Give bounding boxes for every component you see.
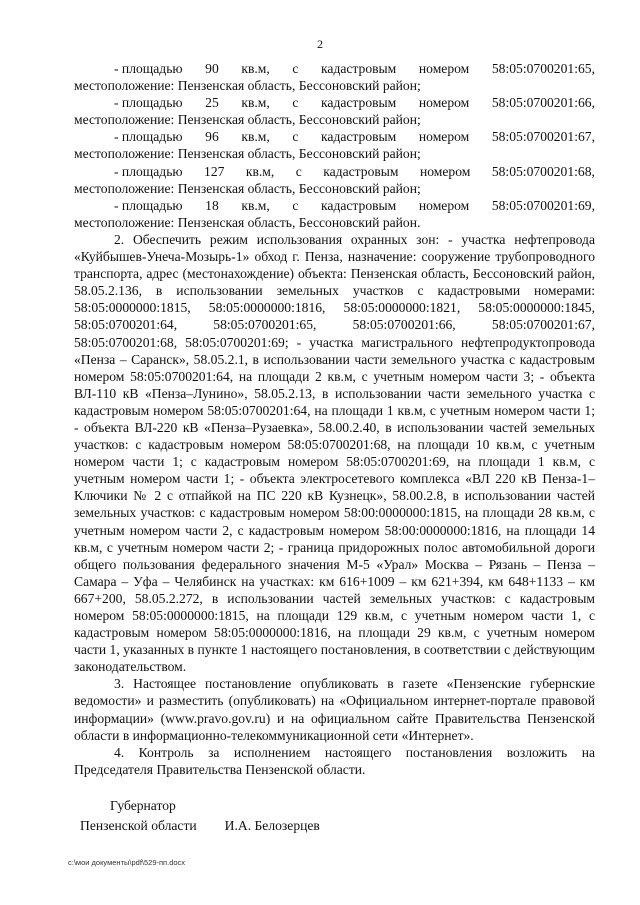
plot-area: 96 bbox=[205, 129, 219, 145]
plot-unit: кв.м, bbox=[241, 197, 270, 213]
plot-word: кадастровым bbox=[321, 129, 397, 145]
plot-location: местоположение: Пензенская область, Бессоновский район; bbox=[74, 146, 421, 162]
plot-area: 18 bbox=[205, 197, 219, 213]
plot-item bbox=[74, 94, 595, 128]
plot-word: номером bbox=[418, 197, 470, 213]
plot-line bbox=[74, 163, 595, 180]
plot-prefix: - площадью bbox=[114, 61, 183, 76]
plot-location: местоположение: Пензенская область, Бессоновский район. bbox=[74, 214, 421, 230]
plot-unit: кв.м, bbox=[245, 163, 275, 179]
plot-prefix: - площадью bbox=[114, 163, 183, 179]
plot-item bbox=[74, 60, 595, 94]
plot-area: 25 bbox=[205, 95, 219, 111]
plot-cadastral-number: 58:05:0700201:68, bbox=[491, 163, 595, 179]
plot-prefix: - площадью bbox=[114, 95, 183, 111]
plot-prefix: - площадью bbox=[114, 197, 183, 213]
signatory-title: Губернатор bbox=[110, 798, 176, 813]
plot-unit: кв.м, bbox=[241, 129, 270, 145]
plot-word: номером bbox=[418, 95, 470, 111]
plot-cadastral-number: 58:05:0700201:69, bbox=[491, 197, 595, 213]
plot-cadastral-number: 58:05:0700201:67, bbox=[491, 129, 595, 145]
paragraph-2-protected-zones: 2. Обеспечить режим использования охранных зон: - участка нефтепровода «Куйбышев-Унеча-Мозырь-1» обход г. Пенза, назначение: сооружение трубопроводного транспорта, адрес (местонахождение) объекта: Пензенская область, Бессоновский район, 58.05.2.136, в использовании земельных участков с кадастровыми номерами: 58:05:0000000:1815, 58:05:0000000:1816, 58:05:0000000:1821, 58:05:0000000:1845, 58:05:0700201:64, 58:05:0700201:65, 58:05:0700201:66, 58:05:0700201:67, 58:05:0700201:68, 58:05:0700201:69; - участка магистрального нефтепродуктопровода «Пенза – Саранск», 58.05.2.1, в использовании части земельного участка с кадастровым номером 58:05:0700201:64, на площади 2 кв.м, с учетным номером части 3; - объекта ВЛ-110 кВ «Пенза–Лунино», 58.05.2.13, в использовании части земельного участка с кадастровым номером 58:05:0700201:64, на площади 1 кв.м, с учетным номером части 1; - объекта ВЛ-220 кВ «Пенза–Рузаевка», 58.00.2.40, в использовании частей земельных участков: с кадастровым номером 58:05:0700201:68, на площади 10 кв.м, с учетным номером части 1; с кадастровым номером 58:05:0700201:69, на площади 1 кв.м, с учетным номером части 1; - объекта электросетевого комплекса «ВЛ 220 кВ Пенза-1–Ключики № 2 с отпайкой на ПС 220 кВ Кузнецк», 58.00.2.8, в использовании частей земельных участков: с кадастровым номером 58:00:0000000:1815, на площади 28 кв.м, с учетным номером части 2, с кадастровым номером 58:00:0000000:1816, на площади 14 кв.м, с учетным номером части 2; - граница придорожных полос автомобильной дороги общего пользования федерального значения М-5 «Урал» Москва – Рязань – Пенза – Самара – Уфа – Челябинск на участках: км 616+1009 – км 621+394, км 648+1133 – км 667+200, 58.05.2.272, в использовании частей земельных участков: с кадастровым номером 58:05:0000000:1815, на площади 129 кв.м, с учетным номером части 1, с кадастровым номером 58:05:0000000:1816, на площади 29 кв.м, с учетным номером части 1, указанных в пункте 1 настоящего постановления, в соответствии с действующим законодательством. bbox=[74, 231, 595, 675]
document-body bbox=[74, 60, 595, 778]
plot-word: с bbox=[295, 163, 302, 179]
plot-word: с bbox=[292, 61, 299, 76]
plot-line bbox=[74, 60, 595, 77]
signatory-region: Пензенской области bbox=[80, 818, 197, 833]
paragraph-4-control: 4. Контроль за исполнением настоящего постановления возложить на Председателя Правительства Пензенской области. bbox=[74, 744, 595, 777]
plot-item bbox=[74, 163, 595, 197]
plot-word: номером bbox=[418, 129, 470, 145]
plot-word: с bbox=[292, 197, 299, 213]
plot-cadastral-number: 58:05:0700201:66, bbox=[491, 95, 595, 111]
footer-file-path: c:\мои документы\pdf\529-пп.docx bbox=[68, 858, 186, 867]
paragraph-3-publication: 3. Настоящее постановление опубликовать в газете «Пензенские губернские ведомости» и разместить (опубликовать) на «Официальном интернет-портале правовой информации» (www.pravo.gov.ru) и на официальном сайте Правительства Пензенской области в информационно-телекоммуникационной сети «Интернет». bbox=[74, 676, 595, 743]
plot-word: кадастровым bbox=[321, 197, 397, 213]
signatory-row bbox=[80, 816, 320, 836]
plot-word: с bbox=[292, 95, 299, 111]
plot-word: кадастровым bbox=[321, 61, 397, 76]
plot-item bbox=[74, 128, 595, 162]
plot-word: номером bbox=[419, 163, 471, 179]
plot-location: местоположение: Пензенская область, Бессоновский район; bbox=[74, 78, 421, 94]
plot-location: местоположение: Пензенская область, Бессоновский район; bbox=[74, 112, 421, 128]
plot-word: номером bbox=[418, 61, 470, 76]
plot-location: местоположение: Пензенская область, Бессоновский район; bbox=[74, 180, 421, 196]
plot-line bbox=[74, 197, 595, 214]
plot-word: кадастровым bbox=[321, 95, 397, 111]
plot-word: с bbox=[292, 129, 299, 145]
plot-line bbox=[74, 94, 595, 111]
plot-area: 127 bbox=[204, 163, 225, 179]
signature-block bbox=[80, 796, 320, 836]
plot-area: 90 bbox=[205, 61, 219, 76]
plot-unit: кв.м, bbox=[241, 61, 270, 76]
signatory-name: И.А. Белозерцев bbox=[224, 818, 320, 833]
plot-line bbox=[74, 128, 595, 145]
plot-cadastral-number: 58:05:0700201:65, bbox=[491, 61, 595, 76]
plot-prefix: - площадью bbox=[114, 129, 183, 145]
plot-item bbox=[74, 197, 595, 231]
plot-word: кадастровым bbox=[323, 163, 399, 179]
page-number: 2 bbox=[317, 37, 323, 51]
plot-unit: кв.м, bbox=[241, 95, 270, 111]
